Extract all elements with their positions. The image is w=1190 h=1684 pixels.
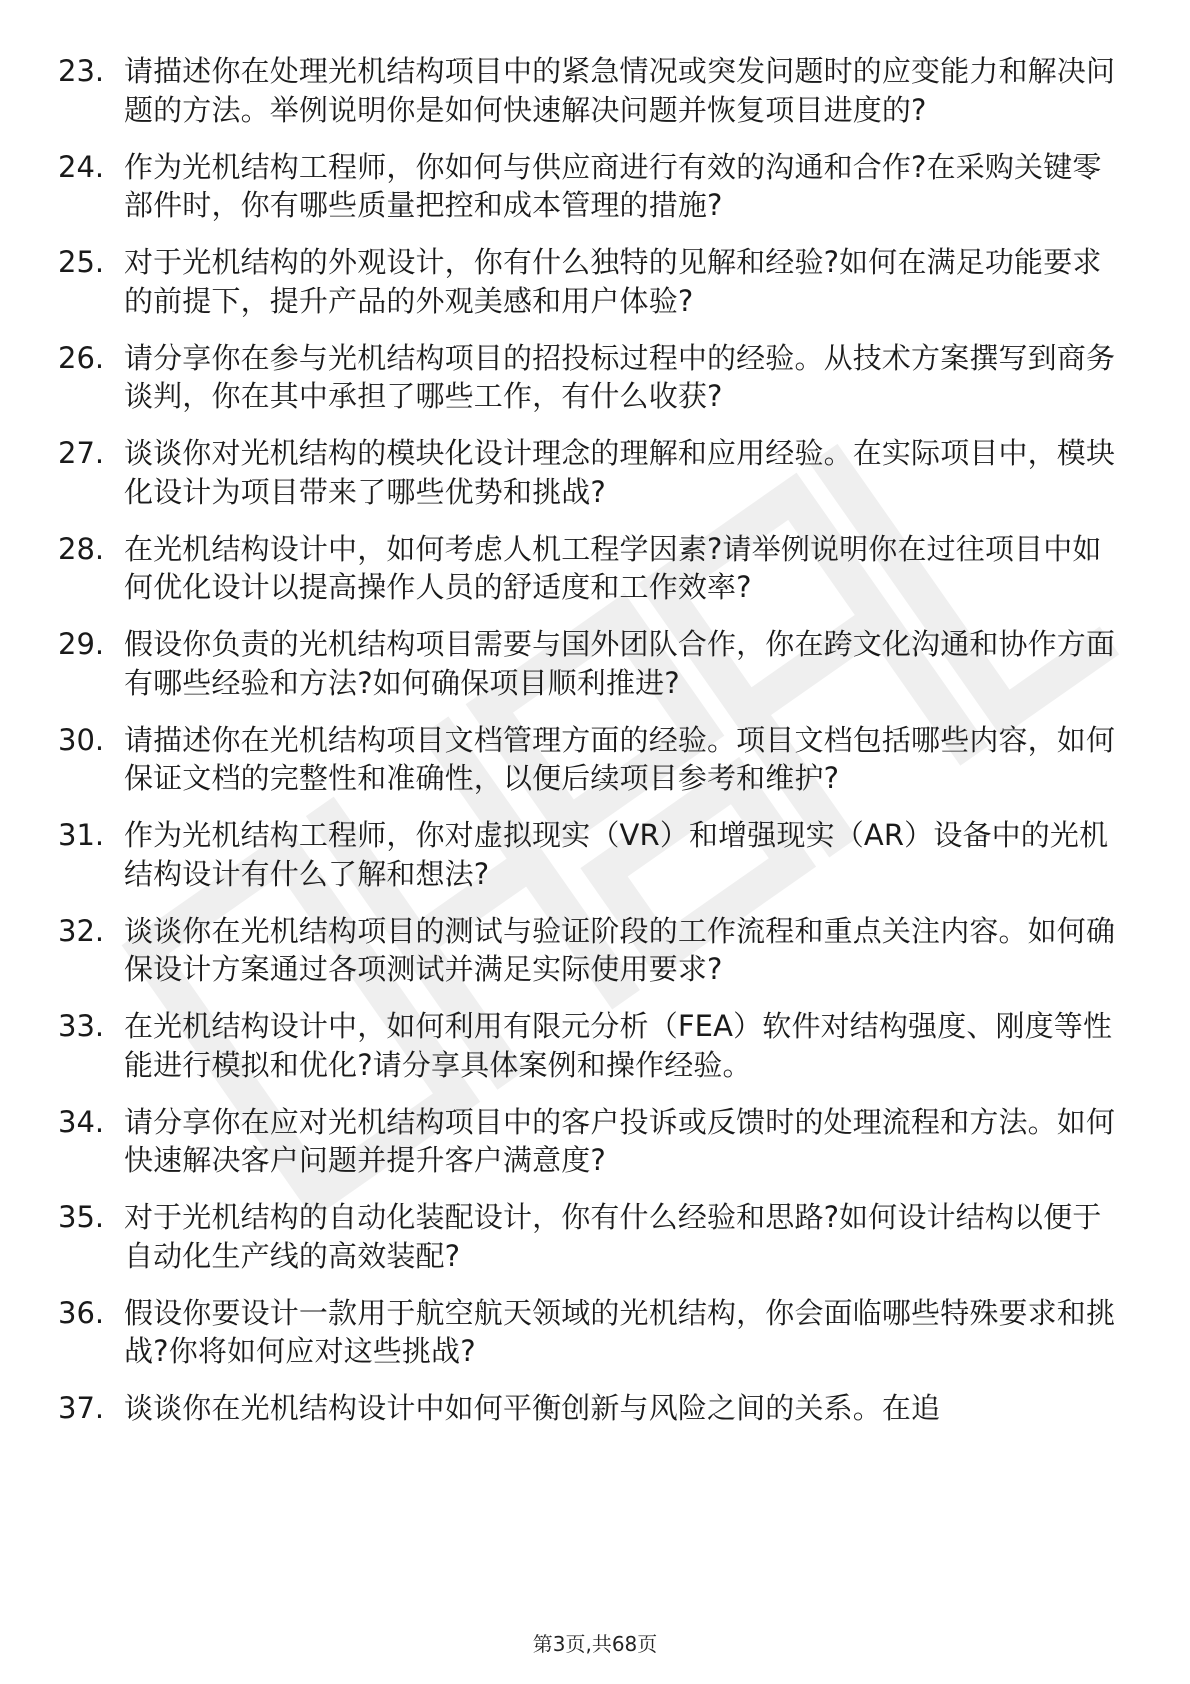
question-item [58,530,1130,607]
question-item [58,1198,1130,1275]
question-number: 37. [58,1391,105,1425]
question-text: 假设你要设计一款用于航空航天领域的光机结构，你会面临哪些特殊要求和挑战?你将如何应对这些挑战? [124,1295,1116,1368]
question-text: 谈谈你对光机结构的模块化设计理念的理解和应用经验。在实际项目中，模块化设计为项目带来了哪些优势和挑战? [124,436,1116,509]
question-number: 35. [58,1200,105,1234]
question-number: 23. [58,54,105,88]
question-number: 31. [58,818,105,852]
question-item [58,52,1130,129]
question-item [58,1103,1130,1180]
question-text: 对于光机结构的自动化装配设计，你有什么经验和思路?如何设计结构以便于自动化生产线的高效装配? [124,1200,1102,1273]
question-number: 25. [58,245,105,279]
question-list [58,52,1130,1446]
question-item [58,1294,1130,1371]
question-item [58,816,1130,893]
question-number: 32. [58,913,105,948]
question-item [58,1389,1130,1428]
question-text: 请分享你在应对光机结构项目中的客户投诉或反馈时的处理流程和方法。如何快速解决客户问题并提升客户满意度? [124,1104,1116,1177]
question-number: 27. [58,436,105,470]
question-item [58,148,1130,225]
question-text: 在光机结构设计中，如何利用有限元分析（FEA）软件对结构强度、刚度等性能进行模拟和优化?请分享具体案例和操作经验。 [124,1009,1113,1082]
question-text: 谈谈你在光机结构项目的测试与验证阶段的工作流程和重点关注内容。如何确保设计方案通过各项测试并满足实际使用要求? [124,913,1116,986]
question-text: 谈谈你在光机结构设计中如何平衡创新与风险之间的关系。在追 [124,1391,941,1425]
question-number: 33. [58,1009,105,1043]
question-text: 在光机结构设计中，如何考虑人机工程学因素?请举例说明你在过往项目中如何优化设计以提高操作人员的舒适度和工作效率? [124,531,1102,604]
question-text: 请分享你在参与光机结构项目的招投标过程中的经验。从技术方案撰写到商务谈判，你在其中承担了哪些工作，有什么收获? [124,340,1116,413]
question-item [58,721,1130,798]
question-number: 29. [58,627,105,661]
question-text: 请描述你在光机结构项目文档管理方面的经验。项目文档包括哪些内容，如何保证文档的完整性和准确性，以便后续项目参考和维护? [124,722,1116,795]
question-text: 作为光机结构工程师，你如何与供应商进行有效的沟通和合作?在采购关键零部件时，你有哪些质量把控和成本管理的措施? [124,149,1102,222]
question-item [58,625,1130,702]
question-item [58,243,1130,320]
question-text: 假设你负责的光机结构项目需要与国外团队合作，你在跨文化沟通和协作方面有哪些经验和方法?如何确保项目顺利推进? [124,627,1116,700]
page-footer: 第3页,共68页 [532,1632,658,1656]
question-number: 28. [58,531,105,566]
question-text: 作为光机结构工程师，你对虚拟现实（VR）和增强现实（AR）设备中的光机结构设计有什么了解和想法? [124,818,1109,891]
question-number: 26. [58,340,105,375]
question-text: 对于光机结构的外观设计，你有什么独特的见解和经验?如何在满足功能要求的前提下，提升产品的外观美感和用户体验? [124,245,1102,318]
question-number: 34. [58,1104,105,1139]
question-item [58,912,1130,989]
question-number: 36. [58,1295,105,1330]
question-item [58,339,1130,416]
question-number: 24. [58,149,105,184]
question-number: 30. [58,722,105,757]
question-item [58,434,1130,511]
question-text: 请描述你在处理光机结构项目中的紧急情况或突发问题时的应变能力和解决问题的方法。举例说明你是如何快速解决问题并恢复项目进度的? [124,54,1116,127]
question-item [58,1007,1130,1084]
